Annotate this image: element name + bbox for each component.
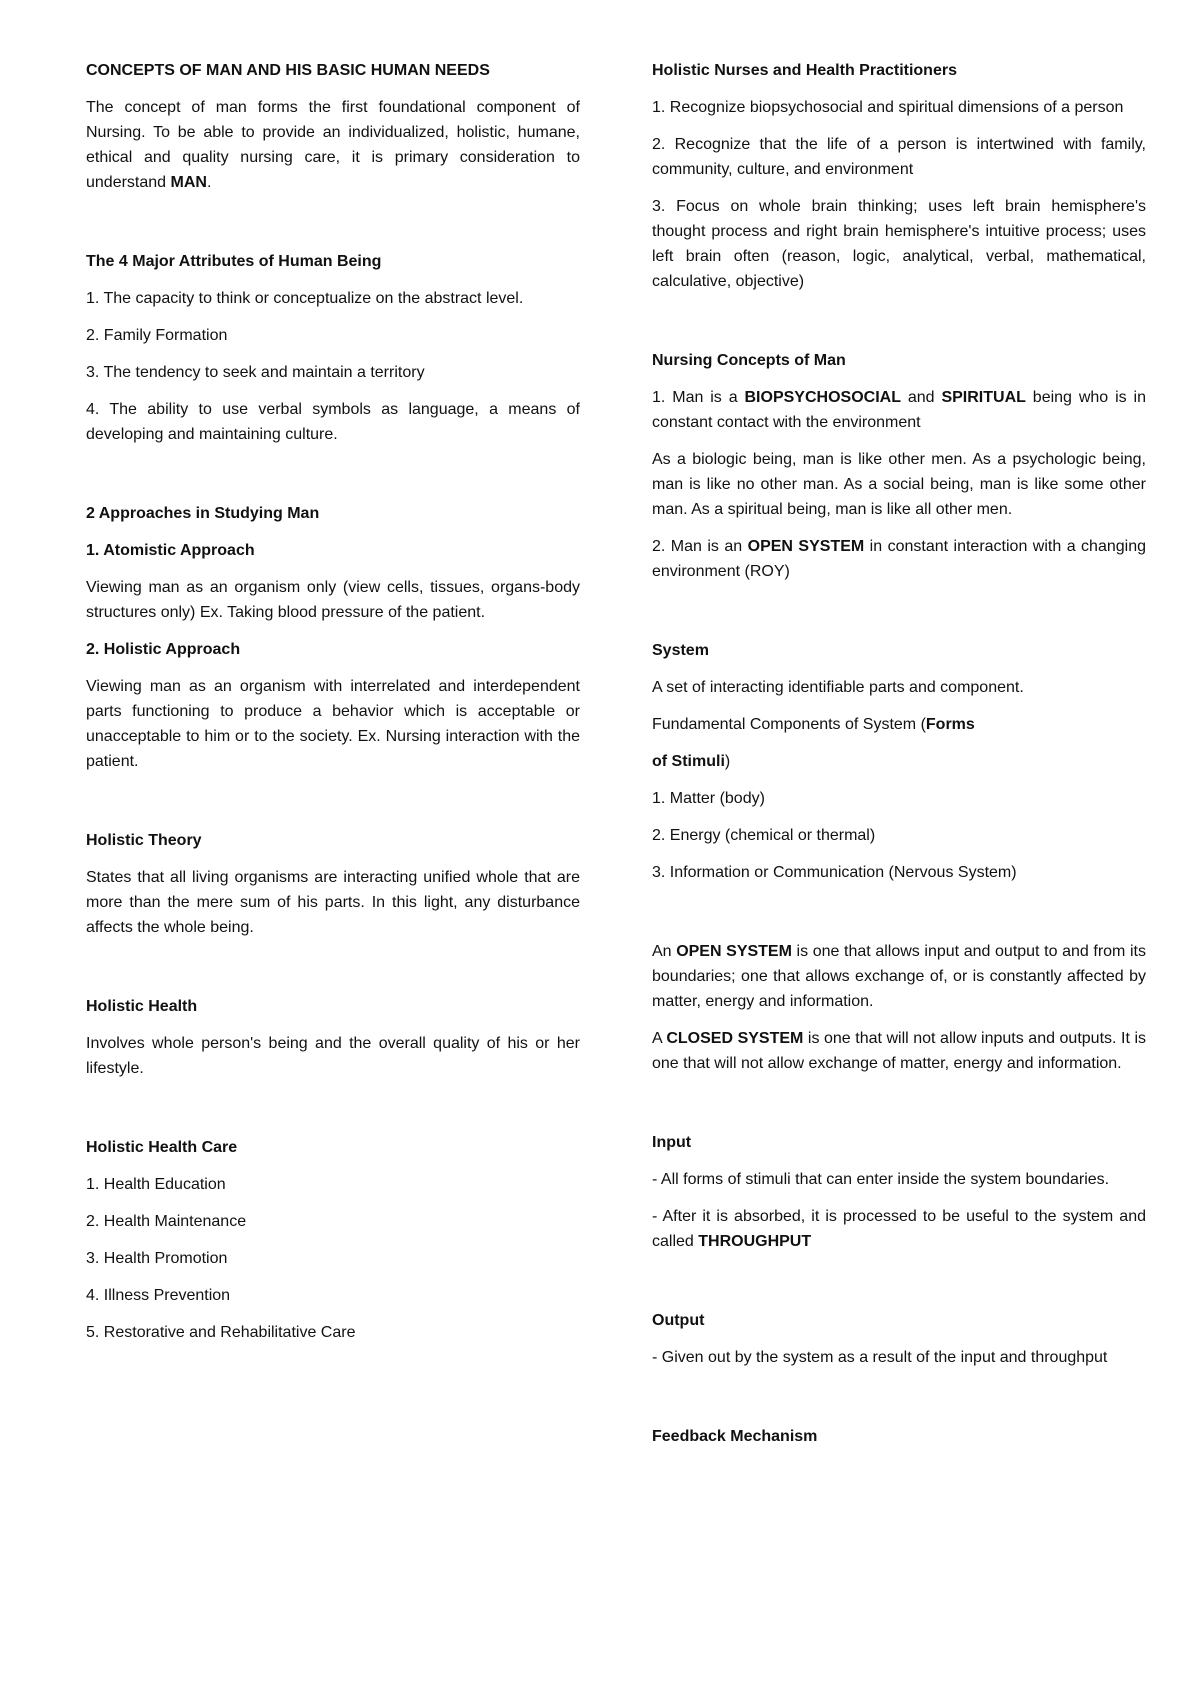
care-item: 2. Health Maintenance <box>86 1213 247 1230</box>
approaches-heading: 2 Approaches in Studying Man <box>86 505 320 522</box>
nursing-concept-paragraph: As a biologic being, man is like other men. As a psychologic being, man is like no other man. As a social being, man is like some other man. As a spiritual being, man is like all other men. <box>652 451 1146 518</box>
care-item: 3. Health Promotion <box>86 1250 228 1267</box>
system-item: 3. Information or Communication (Nervous System) <box>652 864 1017 881</box>
system-definition: A set of interacting identifiable parts and component. <box>652 679 1024 696</box>
holistic-approach-text: Viewing man as an organism with interrelated and interdependent parts functioning to produce a behavior which is acceptable or unacceptable to him or to the society. Ex. Nursing interaction with the patient. <box>86 678 580 770</box>
holistic-theory-text: States that all living organisms are interacting unified whole that are more than the mere sum of his parts. In this light, any disturbance affects the whole being. <box>86 869 580 936</box>
intro-paragraph: The concept of man forms the first foundational component of Nursing. To be able to provide an individualized, holistic, humane, ethical and quality nursing care, it is primary consideration to understand MAN. <box>86 99 580 191</box>
practitioner-item: 1. Recognize biopsychosocial and spiritual dimensions of a person <box>652 99 1124 116</box>
closed-system-paragraph: A CLOSED SYSTEM is one that will not allow inputs and outputs. It is one that will not allow exchange of matter, energy and information. <box>652 1030 1147 1072</box>
practitioner-item: 3. Focus on whole brain thinking; uses left brain hemisphere's thought process and right brain hemisphere's intuitive process; uses left brain often (reason, logic, analytical, verbal, mathematical, calculative, objective) <box>652 198 1146 290</box>
document-title: CONCEPTS OF MAN AND HIS BASIC HUMAN NEEDS <box>86 62 490 79</box>
output-item: - Given out by the system as a result of the input and throughput <box>652 1349 1108 1366</box>
holistic-approach-heading: 2. Holistic Approach <box>86 641 241 658</box>
input-heading: Input <box>652 1134 692 1151</box>
care-item: 4. Illness Prevention <box>86 1287 231 1304</box>
output-heading: Output <box>652 1312 705 1329</box>
nursing-concept-item-2: 2. Man is an OPEN SYSTEM in constant interaction with a changing environment (ROY) <box>652 538 1147 580</box>
attributes-heading: The 4 Major Attributes of Human Being <box>86 253 382 270</box>
system-components-line-2: of Stimuli) <box>652 753 731 770</box>
holistic-health-heading: Holistic Health <box>86 998 198 1015</box>
care-item: 1. Health Education <box>86 1176 226 1193</box>
holistic-health-text: Involves whole person's being and the overall quality of his or her lifestyle. <box>86 1035 580 1077</box>
system-item: 2. Energy (chemical or thermal) <box>652 827 876 844</box>
input-item: - After it is absorbed, it is processed to be useful to the system and called THROUGHPUT <box>652 1208 1146 1250</box>
attribute-item: 2. Family Formation <box>86 327 228 344</box>
feedback-heading: Feedback Mechanism <box>652 1428 818 1445</box>
care-item: 5. Restorative and Rehabilitative Care <box>86 1324 356 1341</box>
system-heading: System <box>652 642 709 659</box>
atomistic-text: Viewing man as an organism only (view cells, tissues, organs-body structures only) Ex. Taking blood pressure of the patient. <box>86 579 580 621</box>
system-components-line: Fundamental Components of System (Forms <box>652 716 975 733</box>
atomistic-heading: 1. Atomistic Approach <box>86 542 255 559</box>
input-item: - All forms of stimuli that can enter inside the system boundaries. <box>652 1171 1110 1188</box>
right-column <box>652 58 1146 1461</box>
left-column <box>86 58 580 1357</box>
nursing-concept-item-1: 1. Man is a BIOPSYCHOSOCIAL and SPIRITUAL being who is in constant contact with the environment <box>652 389 1146 431</box>
attribute-item: 4. The ability to use verbal symbols as language, a means of developing and maintaining culture. <box>86 401 580 443</box>
practitioner-item: 2. Recognize that the life of a person is intertwined with family, community, culture, and environment <box>652 136 1146 178</box>
system-item: 1. Matter (body) <box>652 790 765 807</box>
open-system-paragraph: An OPEN SYSTEM is one that allows input and output to and from its boundaries; one that allows exchange of, or is constantly affected by matter, energy and information. <box>652 943 1146 1010</box>
attribute-item: 3. The tendency to seek and maintain a territory <box>86 364 425 381</box>
attribute-item: 1. The capacity to think or conceptualize on the abstract level. <box>86 290 524 307</box>
holistic-theory-heading: Holistic Theory <box>86 832 202 849</box>
holistic-care-heading: Holistic Health Care <box>86 1139 238 1156</box>
nursing-concepts-heading: Nursing Concepts of Man <box>652 352 846 369</box>
practitioners-heading: Holistic Nurses and Health Practitioners <box>652 62 957 79</box>
